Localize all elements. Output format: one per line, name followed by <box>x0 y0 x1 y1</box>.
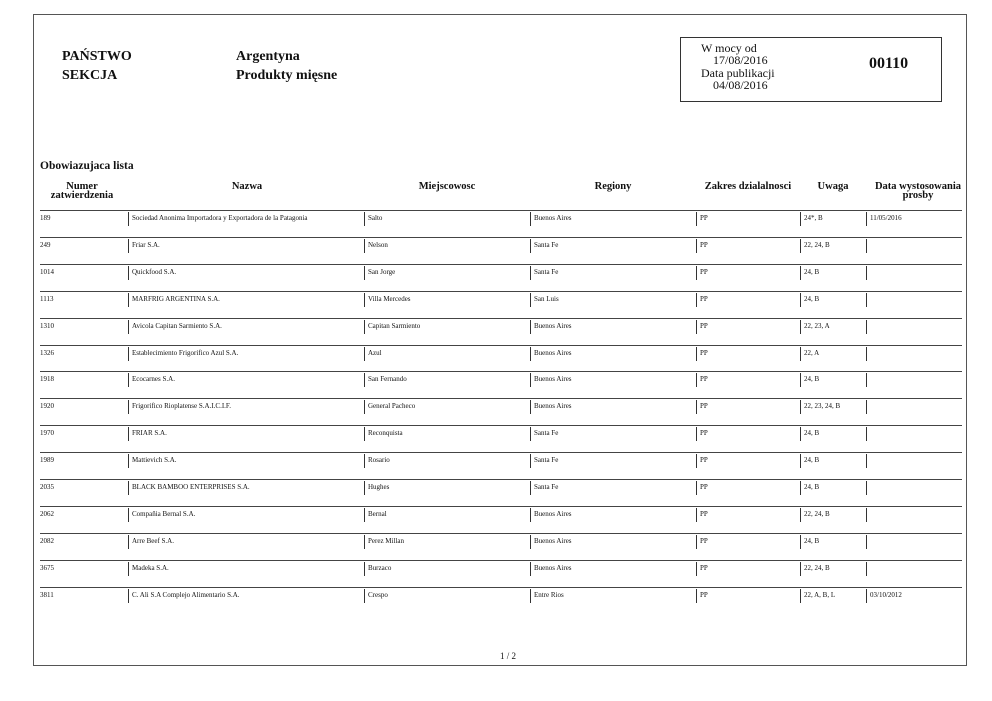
row-divider <box>40 264 962 265</box>
cell-region: Buenos Aires <box>530 535 696 549</box>
country-label: PAŃSTWO <box>62 49 132 64</box>
cell-town: Rosario <box>364 454 530 468</box>
cell-town: Nelson <box>364 239 530 253</box>
section-label: SEKCJA <box>62 68 118 83</box>
row-divider <box>40 452 962 453</box>
row-divider <box>40 587 962 588</box>
cell-date <box>866 266 962 280</box>
cell-date <box>866 239 962 253</box>
col-date-line2: prosby <box>902 190 934 201</box>
info-box <box>680 37 942 102</box>
cell-name: Friar S.A. <box>128 239 364 253</box>
cell-date: 03/10/2012 <box>866 589 962 603</box>
cell-approval-number: 3675 <box>40 563 54 572</box>
cell-scope: PP <box>696 320 800 334</box>
cell-date <box>866 400 962 414</box>
row-divider <box>40 533 962 534</box>
cell-scope: PP <box>696 427 800 441</box>
cell-region: Entre Rios <box>530 589 696 603</box>
row-divider <box>40 425 962 426</box>
cell-remark: 22, 23, 24, B <box>800 400 866 414</box>
cell-scope: PP <box>696 562 800 576</box>
cell-remark: 24*, B <box>800 212 866 226</box>
table-row <box>34 398 968 425</box>
cell-region: Santa Fe <box>530 266 696 280</box>
table-row <box>34 479 968 506</box>
cell-region: Santa Fe <box>530 427 696 441</box>
cell-town: Crespo <box>364 589 530 603</box>
table-row <box>34 291 968 318</box>
cell-name: Ecocarnes S.A. <box>128 373 364 387</box>
cell-scope: PP <box>696 373 800 387</box>
cell-town: Salto <box>364 212 530 226</box>
table-row <box>34 318 968 345</box>
cell-scope: PP <box>696 212 800 226</box>
cell-approval-number: 2082 <box>40 536 54 545</box>
effective-label: W mocy od <box>701 41 757 55</box>
col-name: Nazwa <box>231 181 263 192</box>
cell-approval-number: 2035 <box>40 483 54 491</box>
cell-town: Hughes <box>364 481 530 495</box>
cell-approval-number: 3811 <box>40 590 54 599</box>
cell-remark: 24, B <box>800 293 866 307</box>
page-number: 1 / 2 <box>500 651 517 661</box>
cell-region: Buenos Aires <box>530 508 696 522</box>
cell-region: Buenos Aires <box>530 562 696 576</box>
cell-approval-number: 189 <box>40 214 51 222</box>
cell-scope: PP <box>696 589 800 603</box>
cell-approval-number: 1918 <box>40 375 54 384</box>
cell-remark: 22, 23, A <box>800 320 866 334</box>
cell-date <box>866 293 962 307</box>
cell-town: Azul <box>364 347 530 361</box>
cell-approval-number: 1970 <box>40 429 54 438</box>
cell-region: Santa Fe <box>530 481 696 495</box>
cell-name: Mattievich S.A. <box>128 454 364 468</box>
cell-remark: 22, A, B, L <box>800 589 866 603</box>
section-value: Produkty mięsne <box>236 68 338 83</box>
cell-region: San Luis <box>530 293 696 307</box>
table-row <box>34 587 968 614</box>
cell-remark: 24, B <box>800 535 866 549</box>
col-date <box>866 182 970 200</box>
document-number: 00110 <box>869 55 909 72</box>
table-row <box>34 506 968 533</box>
cell-remark: 22, A <box>800 347 866 361</box>
country-value: Argentyna <box>236 49 300 64</box>
cell-remark: 22, 24, B <box>800 239 866 253</box>
cell-town: Villa Mercedes <box>364 293 530 307</box>
cell-name: Compañia Bernal S.A. <box>128 508 364 522</box>
row-divider <box>40 371 962 372</box>
cell-remark: 24, B <box>800 373 866 387</box>
cell-name: C. Ali S.A Complejo Alimentario S.A. <box>128 589 364 603</box>
cell-remark: 22, 24, B <box>800 562 866 576</box>
cell-region: Buenos Aires <box>530 400 696 414</box>
cell-scope: PP <box>696 400 800 414</box>
cell-date <box>866 320 962 334</box>
cell-region: Santa Fe <box>530 239 696 253</box>
row-divider <box>40 479 962 480</box>
cell-region: Buenos Aires <box>530 373 696 387</box>
cell-date <box>866 535 962 549</box>
row-divider <box>40 398 962 399</box>
list-title: Obowiazujaca lista <box>40 160 134 172</box>
cell-scope: PP <box>696 535 800 549</box>
cell-town: Capitan Sarmiento <box>364 320 530 334</box>
publication-date: 04/08/2016 <box>713 78 768 92</box>
document-page <box>33 14 967 666</box>
cell-region: Buenos Aires <box>530 347 696 361</box>
cell-town: Bernal <box>364 508 530 522</box>
cell-name: Frigorifico Rioplatense S.A.I.C.I.F. <box>128 400 364 414</box>
cell-remark: 24, B <box>800 266 866 280</box>
cell-remark: 24, B <box>800 454 866 468</box>
cell-name: Arre Beef S.A. <box>128 535 364 549</box>
cell-name: Quickfood S.A. <box>128 266 364 280</box>
cell-approval-number: 1920 <box>40 402 54 411</box>
cell-region: Buenos Aires <box>530 212 696 226</box>
cell-town: San Fernando <box>364 373 530 387</box>
cell-scope: PP <box>696 508 800 522</box>
cell-scope: PP <box>696 293 800 307</box>
col-approval-number <box>44 182 120 200</box>
cell-remark: 24, B <box>800 481 866 495</box>
cell-date <box>866 373 962 387</box>
cell-approval-number: 1113 <box>40 294 54 303</box>
cell-name: Establecimiento Frigorifico Azul S.A. <box>128 347 364 361</box>
cell-approval-number: 1326 <box>40 348 54 357</box>
row-divider <box>40 506 962 507</box>
cell-date <box>866 562 962 576</box>
cell-approval-number: 1310 <box>40 321 54 330</box>
cell-name: FRIAR S.A. <box>128 427 364 441</box>
col-remark: Uwaga <box>817 181 849 192</box>
cell-remark: 24, B <box>800 427 866 441</box>
cell-date <box>866 454 962 468</box>
row-divider <box>40 345 962 346</box>
cell-town: Reconquista <box>364 427 530 441</box>
cell-approval-number: 1014 <box>40 267 54 276</box>
cell-scope: PP <box>696 481 800 495</box>
cell-name: Sociedad Anonima Importadora y Exportadora de la Patagonia <box>128 212 364 226</box>
table-row <box>34 210 968 237</box>
cell-name: Madeka S.A. <box>128 562 364 576</box>
cell-date: 11/05/2016 <box>866 212 962 226</box>
table-row <box>34 560 968 587</box>
row-divider <box>40 560 962 561</box>
cell-approval-number: 1989 <box>40 456 54 465</box>
cell-remark: 22, 24, B <box>800 508 866 522</box>
row-divider <box>40 291 962 292</box>
cell-date <box>866 481 962 495</box>
cell-scope: PP <box>696 266 800 280</box>
cell-scope: PP <box>696 239 800 253</box>
cell-town: Burzaco <box>364 562 530 576</box>
table-row <box>34 264 968 291</box>
row-divider <box>40 237 962 238</box>
col-approval-line1: Numer <box>66 181 98 192</box>
cell-region: Santa Fe <box>530 454 696 468</box>
cell-name: MARFRIG ARGENTINA S.A. <box>128 293 364 307</box>
table-row <box>34 425 968 452</box>
col-region: Regiony <box>594 181 632 192</box>
table-row <box>34 533 968 560</box>
cell-name: Avicola Capitan Sarmiento S.A. <box>128 320 364 334</box>
effective-date: 17/08/2016 <box>713 53 768 67</box>
cell-approval-number: 249 <box>40 240 51 249</box>
cell-date <box>866 347 962 361</box>
cell-town: General Pacheco <box>364 400 530 414</box>
col-date-line1: Data wystosowania <box>874 181 962 192</box>
cell-name: BLACK BAMBOO ENTERPRISES S.A. <box>128 481 364 495</box>
cell-scope: PP <box>696 347 800 361</box>
col-scope: Zakres dzialalnosci <box>704 181 792 192</box>
cell-date <box>866 427 962 441</box>
cell-scope: PP <box>696 454 800 468</box>
table-row <box>34 345 968 372</box>
cell-town: Perez Millan <box>364 535 530 549</box>
cell-date <box>866 508 962 522</box>
cell-region: Buenos Aires <box>530 320 696 334</box>
col-approval-line2: zatwierdzenia <box>50 190 114 201</box>
table-row <box>34 237 968 264</box>
publication-label: Data publikacji <box>701 66 775 80</box>
cell-approval-number: 2062 <box>40 509 54 518</box>
table-row <box>34 371 968 398</box>
row-divider <box>40 318 962 319</box>
cell-town: San Jorge <box>364 266 530 280</box>
col-town: Miejscowosc <box>418 181 476 192</box>
table-row <box>34 452 968 479</box>
